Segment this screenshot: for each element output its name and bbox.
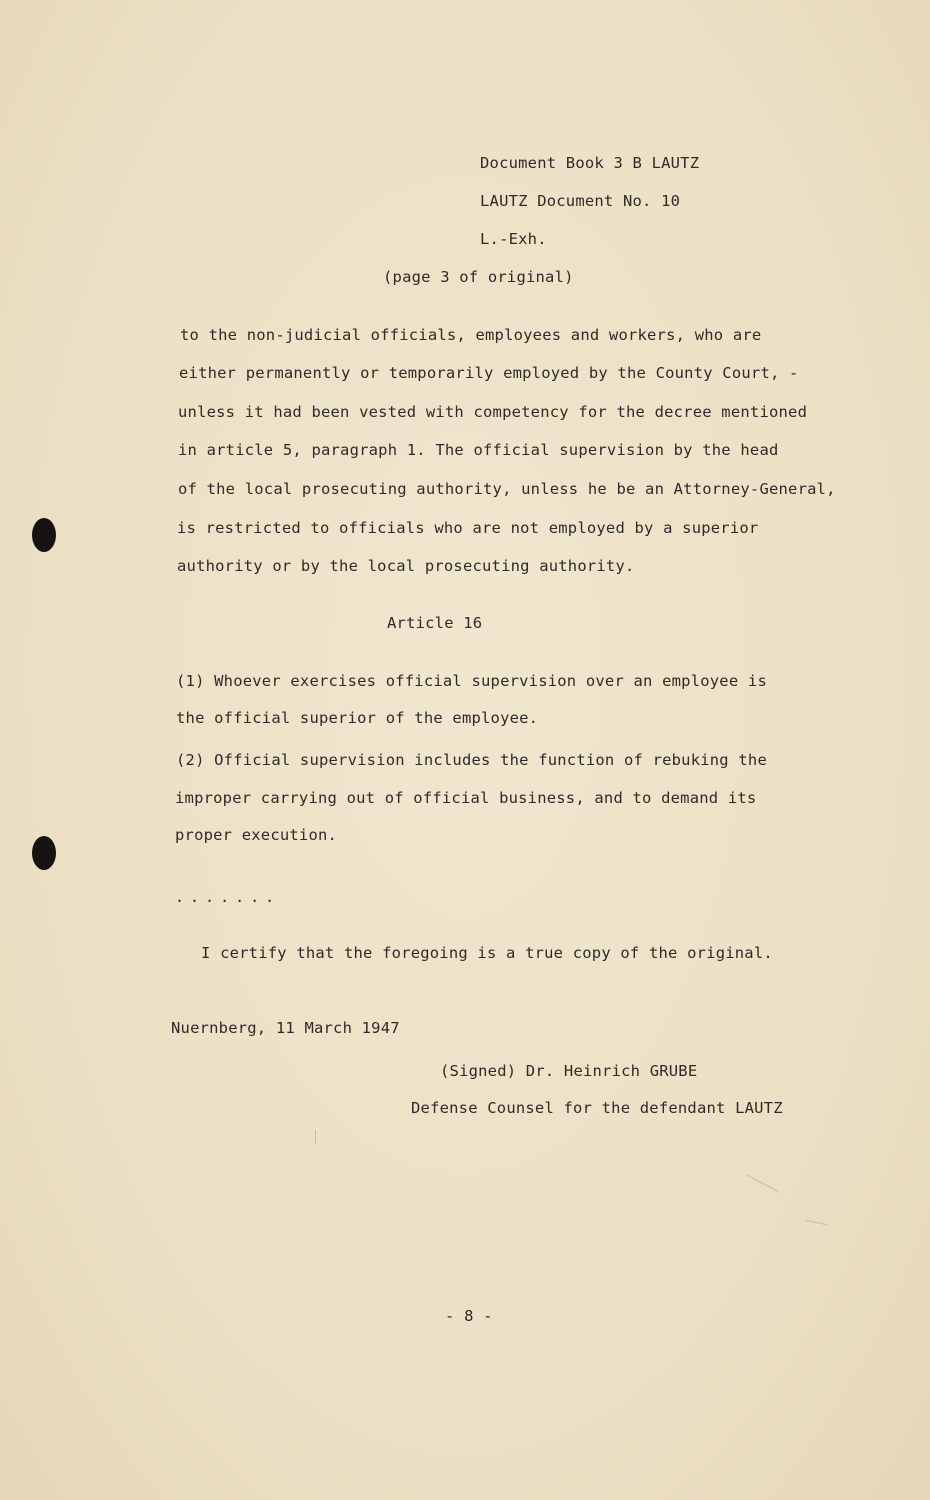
text-line: of the local prosecuting authority, unless he be an Attorney-General,	[178, 480, 836, 498]
ellipsis-dots: .......	[175, 888, 281, 906]
place-date: Nuernberg, 11 March 1947	[171, 1019, 400, 1037]
text-line: improper carrying out of official business, and to demand its	[175, 789, 757, 807]
signature-line: (Signed) Dr. Heinrich GRUBE	[440, 1062, 698, 1080]
text-line: is restricted to officials who are not employed by a superior	[177, 519, 759, 537]
doc-number: LAUTZ Document No. 10	[480, 192, 681, 210]
exhibit-ref: L.-Exh.	[480, 230, 547, 248]
text-line: to the non-judicial officials, employees and workers, who are	[180, 326, 762, 344]
signatory-role: Defense Counsel for the defendant LAUTZ	[411, 1099, 783, 1117]
article-heading: Article 16	[387, 614, 483, 632]
text-line: authority or by the local prosecuting authority.	[177, 557, 635, 575]
paper-mark	[747, 1175, 779, 1193]
text-line: in article 5, paragraph 1. The official supervision by the head	[178, 441, 779, 459]
certification-text: I certify that the foregoing is a true copy of the original.	[201, 944, 773, 962]
punch-hole	[32, 836, 56, 870]
punch-hole	[32, 518, 56, 552]
text-line: either permanently or temporarily employed by the County Court, -	[179, 364, 799, 382]
text-line: the official superior of the employee.	[176, 709, 539, 727]
paper-mark	[805, 1220, 827, 1226]
page-number: - 8 -	[445, 1307, 493, 1325]
text-line: proper execution.	[175, 826, 338, 844]
page-ref: (page 3 of original)	[383, 268, 574, 286]
text-line: (1) Whoever exercises official supervision over an employee is	[176, 672, 767, 690]
text-line: unless it had been vested with competency for the decree mentioned	[178, 403, 808, 421]
doc-book-ref: Document Book 3 B LAUTZ	[480, 154, 700, 172]
paper-mark	[315, 1130, 316, 1144]
text-line: (2) Official supervision includes the function of rebuking the	[176, 751, 767, 769]
